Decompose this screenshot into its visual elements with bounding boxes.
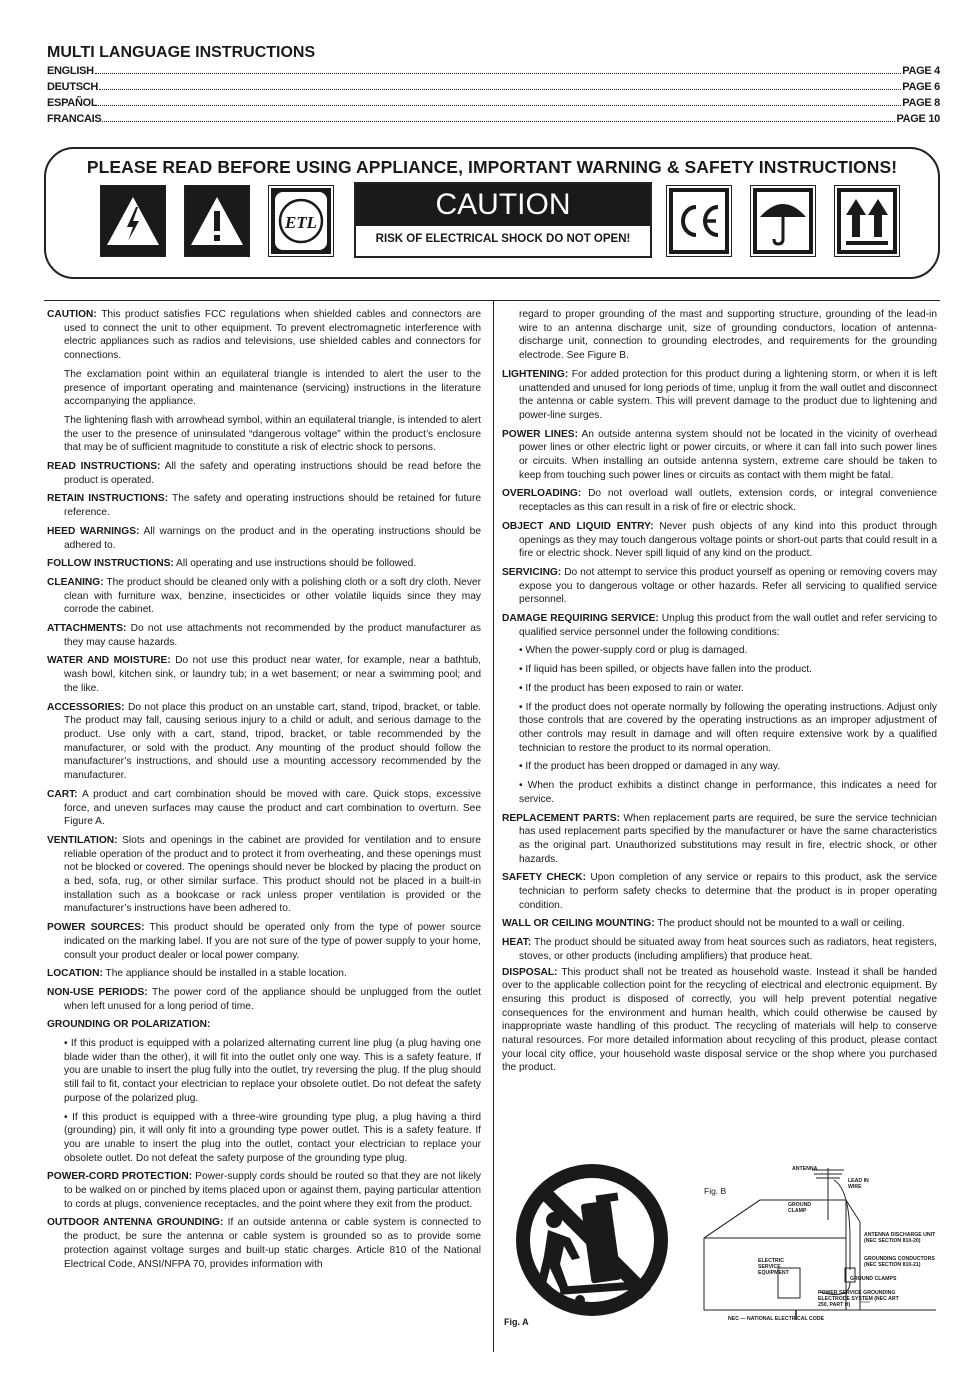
index-entry-english[interactable] — [47, 65, 940, 81]
ce-mark-icon — [666, 185, 732, 257]
para-lightning-flash: The lightening flash with arrowhead symbol, within an equilateral triangle, is intended to alert the user to the presence of uninsulated “dangerous voltage” within the product’s enclosure that may be of sufficient magnitude to constitute a risk of electric shock to persons. — [64, 414, 481, 454]
leader-dots — [99, 89, 901, 90]
para-follow-instructions: FOLLOW INSTRUCTIONS: All operating and use instructions should be followed. — [47, 558, 417, 570]
para-servicing: SERVICING: Do not attempt to service this product yourself as opening or removing covers may expose you to dangerous voltage or other hazards. Refer all servicing to qualified service personnel. — [502, 566, 937, 606]
para-power-lines: POWER LINES: An outside antenna system should not be located in the vicinity of overhead power lines or other electric light or power circuits, or where it can fall into such power lines or circuits. When installing an outside antenna system, extreme care should be taken to keep from touching such power lines or circuits as contact with them might be fatal. — [502, 428, 937, 481]
para-replacement: REPLACEMENT PARTS: When replacement parts are required, be sure the service technician has used replacement parts specified by the manufacturer or have the same characteristics as the original part. Unauthorized substitutions may result in fire, electric shock, or other hazards. — [502, 812, 937, 865]
para-power-sources: POWER SOURCES: This product should be operated only from the type of power source indicated on the marking label. If you are not sure of the type of power supply to your home, consult your product dealer or local power company. — [47, 922, 482, 961]
para-damage-bullet-6: • When the product exhibits a distinct change in performance, this indicates a need for service. — [519, 780, 937, 805]
para-disposal: DISPOSAL: This product shall not be treated as household waste. Instead it shall be handed over to the applicable collection point for the recycling of electrical and electronic equipment. By ensuring this product is disposed of correctly, you will help prevent potential negative consequences for the environment and human health, which could otherwise be caused by inappropriate waste handling of this product. The recycling of materials will help to conserve natural resources. For more detailed information about recycling of this product, please contact your local city office, your household waste disposal service or the shop where you purchased the product. — [502, 966, 937, 1074]
label-grounding-conductors: GROUNDING CONDUCTORS (NEC SECTION 810-21) — [864, 1256, 935, 1268]
caution-subtitle: RISK OF ELECTRICAL SHOCK DO NOT OPEN! — [375, 233, 631, 245]
para-cart: CART: A product and cart combination should be moved with care. Quick stops, excessive force, and uneven surfaces may cause the product and cart combination to overturn. See Figure A. — [47, 788, 481, 828]
para-lightening: LIGHTENING: For added protection for this product during a lightening storm, or when it is left unattended and unused for long periods of time, unplug it from the wall outlet and disconnect the antenna or cable system. This will prevent damage to the product due to lightening and power-line surges. — [502, 368, 937, 421]
para-damage-bullet-5: • If the product has been dropped or damaged in any way. — [519, 761, 781, 773]
label-electric-service: ELECTRIC SERVICE EQUIPMENT — [758, 1258, 789, 1276]
para-grounding-bullet-1: • If this product is equipped with a polarized alternating current line plug (a plug having one blade wider than the other), it will fit into the outlet only one way. This is a safety feature. If you are unable to insert the plug fully into the outlet, try reversing the plug. If the plug should still fail to fit, contact your electrician to replace your obsolete outlet. Do not defeat the safety purpose of the polarized plug. — [64, 1038, 481, 1104]
index-lang: ESPAÑOL — [47, 97, 98, 109]
para-caution: CAUTION: This product satisfies FCC regulations when shielded cables and connectors are used to connect the unit to other equipment. To prevent electromagnetic interference with electric appliances such as radios and televisions, use shielded cables and connectors for connections. — [47, 309, 481, 362]
index-title: MULTI LANGUAGE INSTRUCTIONS — [47, 44, 316, 61]
safety-banner — [44, 147, 940, 279]
para-damage-bullet-1: • When the power-supply cord or plug is damaged. — [519, 645, 748, 657]
label-grounding-electrode: POWER SERVICE GROUNDING ELECTRODE SYSTEM (NEC ART 250, PART H) — [818, 1290, 899, 1308]
banner-heading: PLEASE READ BEFORE USING APPLIANCE, IMPORTANT WARNING & SAFETY INSTRUCTIONS! — [86, 157, 898, 177]
index-lang: DEUTSCH — [47, 81, 99, 93]
label-lead-in-wire: LEAD IN WIRE — [848, 1178, 869, 1190]
para-safety-check: SAFETY CHECK: Upon completion of any service or repairs to this product, ask the service technician to perform safety checks to determine that the product is in proper operating condition. — [502, 872, 938, 911]
para-damage-bullet-4: • If the product does not operate normally by following the operating instructions. Adjust only those controls that are covered by the operating instructions as an improper adjustment of other controls may result in damage and will often require extensive work by a qualified technician to restore the product to its normal operation. — [519, 701, 937, 754]
this-way-up-icon — [834, 185, 900, 257]
etl-mark-text: ETL — [284, 213, 318, 232]
index-lang: ENGLISH — [47, 65, 94, 77]
leader-dots — [98, 105, 901, 106]
para-object-liquid: OBJECT AND LIQUID ENTRY: Never push objects of any kind into this product through openings as they may touch dangerous voltage points or short-out parts that could result in a fire or electric shock. Never spill liquid of any kind on the product. — [502, 520, 937, 560]
para-cleaning: CLEANING: The product should be cleaned only with a polishing cloth or a soft dry cloth. Never clean with furniture wax, benzine, insecticides or other volatile liquids since they may corrode the cabinet. — [47, 576, 481, 616]
para-power-cord: POWER-CORD PROTECTION: Power-supply cords should be routed so that they are not likely to be walked on or pinched by items placed upon or against them, paying particular attention to cords at plugs, convenience receptacles, and the point where they exit from the product. — [47, 1171, 481, 1210]
label-ground-clamps: GROUND CLAMPS — [850, 1276, 897, 1282]
caution-label — [354, 182, 652, 258]
para-non-use: NON-USE PERIODS: The power cord of the appliance should be unplugged from the outlet when left unused for a long period of time. — [47, 986, 481, 1012]
para-outdoor-continued: regard to proper grounding of the mast and supporting structure, grounding of the lead-in wire to an antenna discharge unit, size of grounding conductors, location of antenna-discharge unit, connection to grounding electrodes, and requirements for the grounding electrode. See Figure B. — [519, 309, 937, 362]
electric-shock-icon — [100, 185, 166, 257]
etl-listed-icon — [268, 185, 334, 257]
language-index — [47, 44, 940, 129]
section-divider — [44, 300, 940, 301]
figure-b — [700, 1160, 938, 1330]
para-wall-mounting: WALL OR CEILING MOUNTING: The product should not be mounted to a wall or ceiling. — [502, 918, 905, 930]
exclamation-warning-icon — [184, 185, 250, 257]
leader-dots — [95, 73, 901, 74]
index-page: PAGE 10 — [896, 113, 940, 125]
para-read-instructions: READ INSTRUCTIONS: All the safety and operating instructions should be read before the product is operated. — [47, 461, 481, 486]
figure-a-label: Fig. A — [504, 1317, 529, 1327]
figure-b-label: Fig. B — [704, 1186, 727, 1196]
index-entry-francais[interactable] — [47, 113, 940, 129]
index-page: PAGE 6 — [902, 81, 940, 93]
cart-tipover-icon — [500, 1160, 685, 1320]
para-heat: HEAT: The product should be situated away from heat sources such as radiators, heat registers, stoves, or other products (including amplifiers) that produce heat. — [502, 937, 937, 962]
para-grounding-bullet-2: • If this product is equipped with a three-wire grounding type plug, a plug having a third (grounding) pin, it will only fit into a grounding type power outlet. This is a safety feature. If you are unable to insert the plug into the outlet, contact your electrician to replace your obsolete outlet. Do not defeat the safety purpose of the grounding type plug. — [64, 1111, 481, 1164]
para-damage-bullet-2: • If liquid has been spilled, or objects have fallen into the product. — [519, 664, 812, 676]
index-entry-deutsch[interactable] — [47, 81, 940, 97]
para-overloading: OVERLOADING: Do not overload wall outlets, extension cords, or integral convenience receptacles as this can result in a risk of fire or electric shock. — [502, 488, 937, 514]
keep-dry-umbrella-icon — [750, 185, 816, 257]
para-accessories: ACCESSORIES: Do not place this product on an unstable cart, stand, tripod, bracket, or table. The product may fall, causing serious injury to a child or adult, and serious damage to the product. Use only with a cart, stand, tripod, bracket, or table recommended by the manufacturer, or sold with the product. Any mounting of the product should follow the manufacturer’s instructions, and should use a mounting accessory recommended by the manufacturer. — [47, 701, 481, 782]
para-outdoor-antenna: OUTDOOR ANTENNA GROUNDING: If an outside antenna or cable system is connected to the product, be sure the antenna or cable system is grounded so as to provide some protection against voltage surges and built-up static charges. Article 810 of the National Electrical Code, ANSI/NFPA 70, provides information with — [47, 1217, 481, 1270]
index-entry-espanol[interactable] — [47, 97, 940, 113]
label-antenna: ANTENNA — [792, 1166, 818, 1172]
para-damage: DAMAGE REQUIRING SERVICE: Unplug this product from the wall outlet and refer servicing to qualified service personnel under the following conditions: — [502, 613, 937, 638]
para-ventilation: VENTILATION: Slots and openings in the cabinet are provided for ventilation and to ensure reliable operation of the product and to protect it from overheating, and these openings must not be blocked or covered. The openings should never be blocked by placing the product on a bed, sofa, rug, or other similar surface. This product should not be placed in a built-in installation such as a bookcase or rack unless proper ventilation is provided or the manufacturer’s instructions have been adhered to. — [47, 834, 481, 915]
para-exclamation: The exclamation point within an equilateral triangle is intended to alert the user to the presence of important operating and maintenance (servicing) instructions in the literature accompanying the appliance. — [64, 368, 481, 408]
left-column — [47, 308, 481, 1276]
para-water-moisture: WATER AND MOISTURE: Do not use this product near water, for example, near a bathtub, wash bowl, kitchen sink, or laundry tub; in a wet basement; or near a swimming pool; and the like. — [47, 655, 482, 694]
para-location: LOCATION: The appliance should be installed in a stable location. — [47, 968, 347, 980]
column-divider — [493, 300, 494, 1352]
para-retain-instructions: RETAIN INSTRUCTIONS: The safety and operating instructions should be retained for future reference. — [47, 493, 481, 519]
label-nec: NEC — NATIONAL ELECTRICAL CODE — [728, 1316, 824, 1322]
caution-title: CAUTION — [356, 184, 650, 226]
para-grounding: GROUNDING OR POLARIZATION: — [47, 1019, 211, 1031]
right-column — [502, 308, 937, 1080]
figure-a — [500, 1160, 685, 1330]
para-attachments: ATTACHMENTS: Do not use attachments not recommended by the product manufacturer as they may cause hazards. — [47, 623, 481, 648]
index-page: PAGE 8 — [902, 97, 940, 109]
label-ground-clamp: GROUND CLAMP — [788, 1202, 812, 1214]
index-page: PAGE 4 — [902, 65, 940, 77]
para-damage-bullet-3: • If the product has been exposed to rain or water. — [519, 682, 744, 694]
label-discharge-unit: ANTENNA DISCHARGE UNIT (NEC SECTION 810-20) — [864, 1232, 936, 1244]
index-lang: FRANCAIS — [47, 113, 102, 125]
para-heed-warnings: HEED WARNINGS: All warnings on the product and in the operating instructions should be adhered to. — [47, 525, 481, 551]
leader-dots — [102, 121, 895, 122]
